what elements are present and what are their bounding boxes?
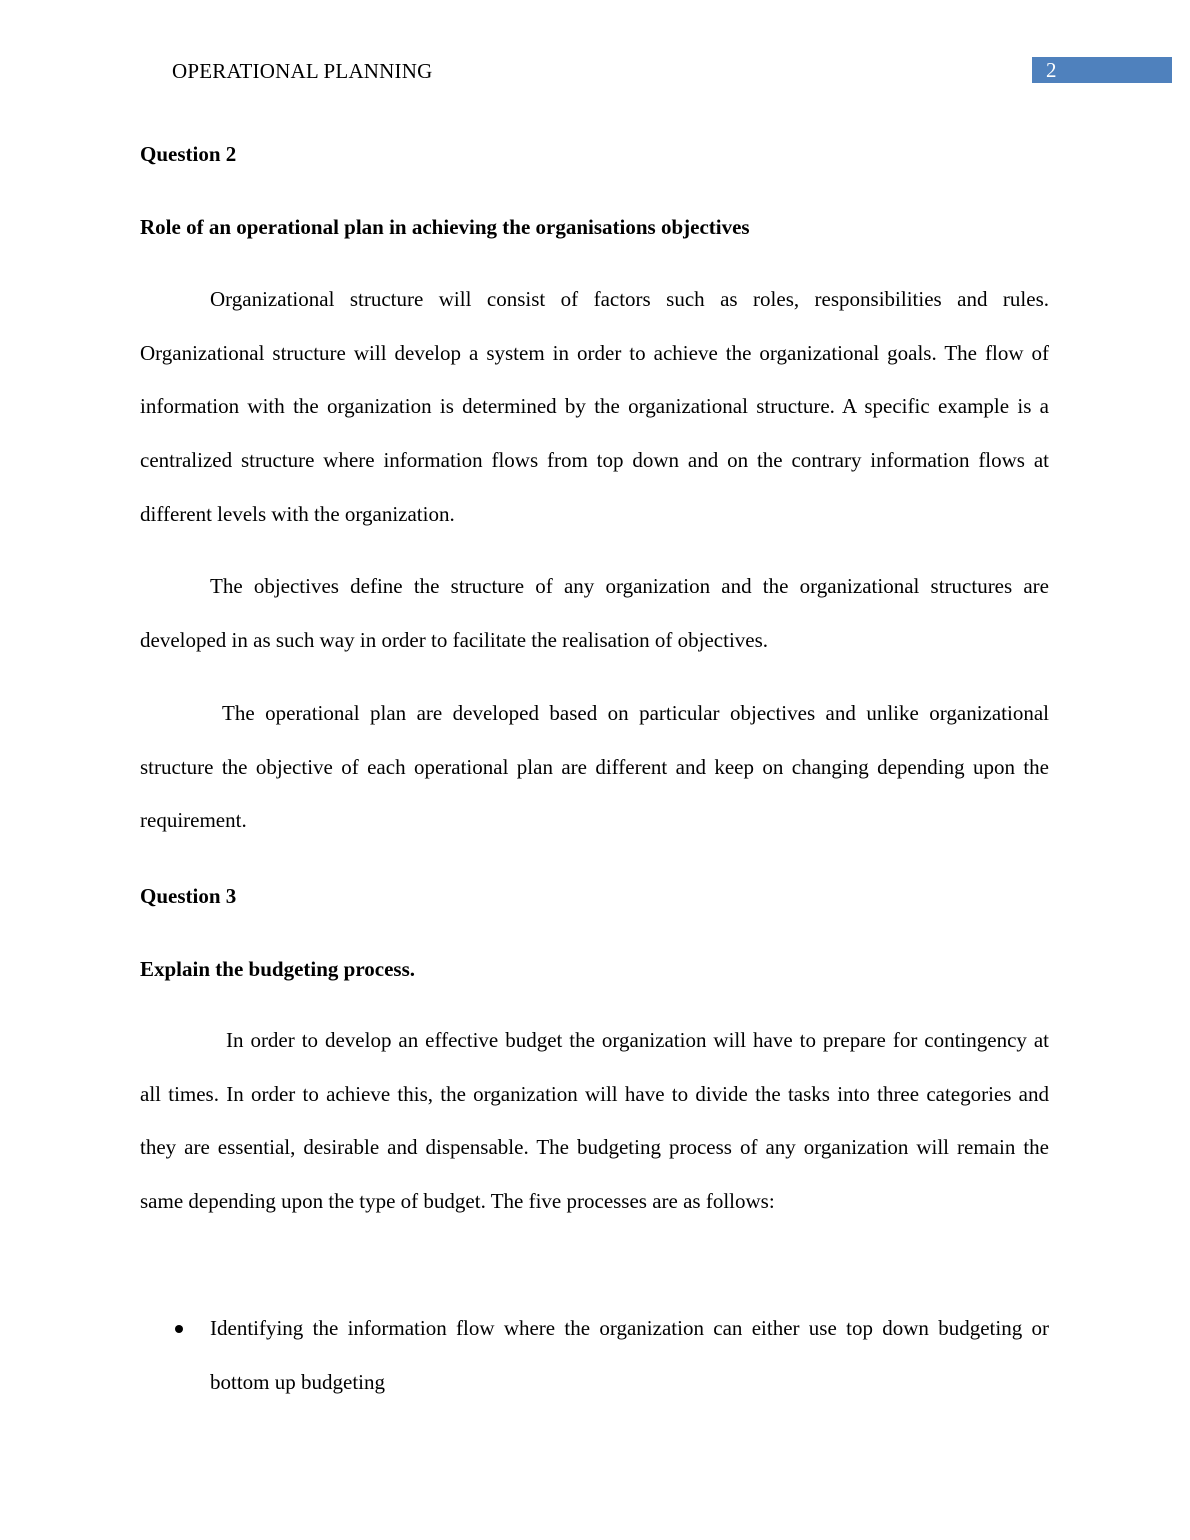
section-subheading: Role of an operational plan in achieving the organisations objectives (140, 215, 750, 239)
question-heading: Question 3 (140, 884, 237, 908)
running-header-title: OPERATIONAL PLANNING (172, 59, 433, 83)
list-item-text: Identifying the information flow where the organization can either use top down budgeting or bottom up budgeting (210, 1316, 1049, 1394)
question-heading: Question 2 (140, 142, 237, 166)
bullet-list (140, 1302, 1049, 1409)
body-paragraph: Organizational structure will consist of factors such as roles, responsibilities and rules. Organizational structure will develop a system in order to achieve the organizational goals. The flow of information with the organization is determined by the organizational structure. A specific example is a centralized structure where information flows from top down and on the contrary information flows at different levels with the organization. (140, 287, 1049, 526)
body-paragraph: The objectives define the structure of any organization and the organizational structures are developed in as such way in order to facilitate the realisation of objectives. (140, 574, 1049, 652)
bullet-icon (175, 1325, 183, 1333)
body-paragraph: In order to develop an effective budget the organization will have to prepare for contingency at all times. In order to achieve this, the organization will have to divide the tasks into three categories and they are essential, desirable and dispensable. The budgeting process of any organization will remain the same depending upon the type of budget. The five processes are as follows: (140, 1028, 1049, 1214)
page-number: 2 (1046, 58, 1057, 82)
body-paragraph: The operational plan are developed based on particular objectives and unlike organizational structure the objective of each operational plan are different and keep on changing depending upon the requirement. (140, 701, 1049, 833)
section-subheading: Explain the budgeting process. (140, 957, 415, 981)
page-number-badge (1032, 57, 1172, 83)
list-item (140, 1302, 1049, 1409)
